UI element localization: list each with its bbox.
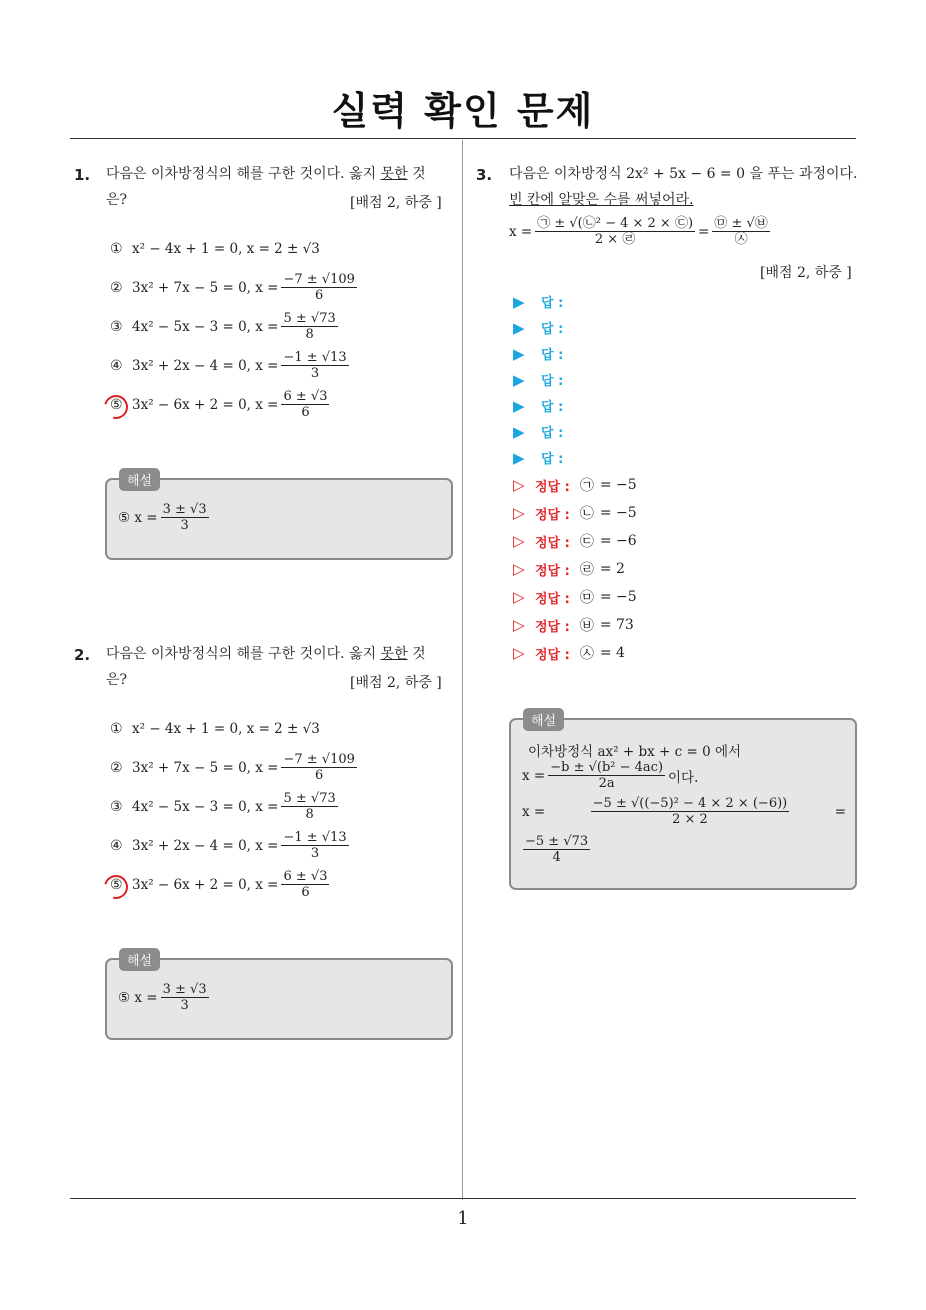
triangle-outline-icon: ▷ bbox=[513, 560, 525, 578]
bottom-rule bbox=[70, 1198, 856, 1199]
q3-answer-row-1[interactable] bbox=[513, 292, 563, 311]
q1-option-1-eq: x² − 4x + 1 = 0, x = 2 ± √3 bbox=[132, 241, 320, 257]
q3-key-row-3: ▷ 정답 : ㉢ = −6 bbox=[513, 532, 637, 551]
q1-option-5-eq: 3x² − 6x + 2 = 0, x = bbox=[132, 396, 279, 413]
q1-option-1[interactable] bbox=[110, 241, 320, 257]
q3-answer-label: 답 : bbox=[541, 322, 564, 337]
q3-explanation-tab: 해설 bbox=[523, 708, 564, 731]
q2-option-5-num: ⑤ bbox=[110, 876, 123, 893]
q3-expl-line-4 bbox=[520, 834, 593, 865]
q2-expl-num: ⑤ bbox=[118, 989, 131, 1006]
q1-option-4[interactable] bbox=[110, 350, 352, 381]
page-number: 1 bbox=[457, 1208, 469, 1229]
q3-answer-label: 답 : bbox=[541, 426, 564, 441]
q3-number: 3. bbox=[476, 166, 493, 184]
q2-option-4[interactable] bbox=[110, 830, 352, 861]
q3-eq-mid: = bbox=[698, 223, 710, 240]
q3-expl-line-2: x = $\frac{\text{−b ± √(b² − 4ac)}}{2a}$ 이다. bbox=[522, 760, 699, 791]
q1-option-2-num: ② bbox=[110, 279, 123, 296]
q2-option-4-num: ④ bbox=[110, 837, 123, 854]
triangle-outline-icon: ▷ bbox=[513, 588, 525, 606]
q2-text bbox=[106, 641, 456, 667]
q3-eq-frac-1: $\frac{\text{㉠ ± √(㉡² − 4 × 2 × ㉢)}}{2 \times ㉣}$ bbox=[537, 216, 694, 247]
q2-text-underlined: 못한 bbox=[380, 646, 408, 662]
q3-expl-line-3: x = $\frac{\text{−5 ± √((−5)² − 4 × 2 × (−6))}}{2 \times 2}$ = bbox=[522, 796, 846, 827]
q3-key-row-5: ▷ 정답 : ㉤ = −5 bbox=[513, 588, 637, 607]
q2-number: 2. bbox=[74, 646, 91, 664]
q1-number: 1. bbox=[74, 166, 91, 184]
q3-equation bbox=[509, 216, 773, 247]
triangle-outline-icon: ▷ bbox=[513, 504, 525, 522]
q1-expl-eq: x = bbox=[134, 509, 158, 526]
q2-option-2-eq: 3x² + 7x − 5 = 0, x = bbox=[132, 759, 279, 776]
q3-answer-row-5[interactable] bbox=[513, 396, 563, 415]
q3-answer-label: 답 : bbox=[541, 348, 564, 363]
q3-expl-frac-1: $\frac{\text{−b ± √(b² − 4ac)}}{2a}$ bbox=[550, 760, 664, 791]
play-icon: ▶ bbox=[513, 344, 525, 363]
q1-option-3-frac: $\frac{5 \pm √73}{8}$ bbox=[283, 311, 336, 342]
q3-key-row-1: ▷ 정답 : ㉠ = −5 bbox=[513, 476, 637, 495]
q1-text-a: 다음은 이차방정식의 해를 구한 것이다. 옳지 bbox=[106, 166, 381, 182]
q2-option-3-eq: 4x² − 5x − 3 = 0, x = bbox=[132, 798, 279, 815]
q1-option-5[interactable] bbox=[110, 389, 332, 420]
play-icon: ▶ bbox=[513, 448, 525, 467]
q2-text-c: 은? bbox=[106, 672, 128, 688]
q3-expl-line-1: 이차방정식 ax² + bx + c = 0 에서 bbox=[528, 744, 742, 760]
q1-option-2-eq: 3x² + 7x − 5 = 0, x = bbox=[132, 279, 279, 296]
q3-text-a: 다음은 이차방정식 2x² + 5x − 6 = 0 을 푸는 과정이다. bbox=[509, 166, 858, 182]
q2-option-5-frac: $\frac{6 \pm √3}{6}$ bbox=[283, 869, 328, 900]
q1-text-b: 것 bbox=[407, 166, 426, 182]
triangle-outline-icon: ▷ bbox=[513, 616, 525, 634]
q3-key-row-2: ▷ 정답 : ㉡ = −5 bbox=[513, 504, 637, 523]
q1-option-4-frac: $\frac{-1 \pm √13}{3}$ bbox=[283, 350, 347, 381]
q2-option-2-frac: $\frac{-7 \pm √109}{6}$ bbox=[283, 752, 355, 783]
q3-answer-row-7[interactable] bbox=[513, 448, 563, 467]
q1-text bbox=[106, 161, 456, 187]
q1-explanation-tab: 해설 bbox=[119, 468, 160, 491]
q3-answer-label: 답 : bbox=[541, 400, 564, 415]
q1-expl-frac: $\frac{3 \pm √3}{3}$ bbox=[162, 502, 207, 533]
q1-text-c: 은? bbox=[106, 192, 128, 208]
q2-option-3-frac: $\frac{5 \pm √73}{8}$ bbox=[283, 791, 336, 822]
q1-option-1-num: ① bbox=[110, 241, 123, 257]
q3-answer-label: 답 : bbox=[541, 296, 564, 311]
q3-meta: [배점 2, 하중 ] bbox=[760, 265, 852, 281]
q2-explanation-line bbox=[118, 982, 212, 1013]
q2-text-a: 다음은 이차방정식의 해를 구한 것이다. 옳지 bbox=[106, 646, 381, 662]
q1-option-3[interactable] bbox=[110, 311, 341, 342]
q3-expl-frac-3: $\frac{-5 \pm √73}{4}$ bbox=[525, 834, 589, 865]
q3-answer-row-6[interactable] bbox=[513, 422, 563, 441]
q2-option-4-eq: 3x² + 2x − 4 = 0, x = bbox=[132, 837, 279, 854]
q2-expl-eq: x = bbox=[134, 989, 158, 1006]
play-icon: ▶ bbox=[513, 396, 525, 415]
q3-key-row-6: ▷ 정답 : ㉥ = 73 bbox=[513, 616, 634, 635]
q3-key-row-4: ▷ 정답 : ㉣ = 2 bbox=[513, 560, 625, 579]
q2-option-3-num: ③ bbox=[110, 798, 123, 815]
q1-option-2-frac: $\frac{-7 \pm √109}{6}$ bbox=[283, 272, 355, 303]
q2-expl-frac: $\frac{3 \pm √3}{3}$ bbox=[162, 982, 207, 1013]
q1-option-4-eq: 3x² + 2x − 4 = 0, x = bbox=[132, 357, 279, 374]
q1-option-3-num: ③ bbox=[110, 318, 123, 335]
q2-explanation-tab: 해설 bbox=[119, 948, 160, 971]
q2-option-2[interactable] bbox=[110, 752, 360, 783]
q3-eq-lhs: x = bbox=[509, 223, 533, 240]
q3-key-row-7: ▷ 정답 : ㉦ = 4 bbox=[513, 644, 625, 663]
q3-eq-frac-2: $\frac{㉤ \pm √㉥}{㉦}$ bbox=[714, 216, 768, 247]
q2-option-1-eq: x² − 4x + 1 = 0, x = 2 ± √3 bbox=[132, 721, 320, 737]
q1-expl-num: ⑤ bbox=[118, 509, 131, 526]
q3-answer-row-3[interactable] bbox=[513, 344, 563, 363]
triangle-outline-icon: ▷ bbox=[513, 644, 525, 662]
q2-option-1-num: ① bbox=[110, 721, 123, 737]
q1-option-4-num: ④ bbox=[110, 357, 123, 374]
q3-answer-row-4[interactable] bbox=[513, 370, 563, 389]
q2-option-3[interactable] bbox=[110, 791, 341, 822]
play-icon: ▶ bbox=[513, 370, 525, 389]
q1-option-3-eq: 4x² − 5x − 3 = 0, x = bbox=[132, 318, 279, 335]
q1-option-5-num: ⑤ bbox=[110, 396, 123, 413]
play-icon: ▶ bbox=[513, 422, 525, 441]
q3-expl-frac-2: $\frac{\text{−5 ± √((−5)² − 4 × 2 × (−6))}}{2 \times 2}$ bbox=[592, 796, 788, 827]
q1-option-2[interactable] bbox=[110, 272, 360, 303]
q1-explanation-line bbox=[118, 502, 212, 533]
play-icon: ▶ bbox=[513, 292, 525, 311]
q2-option-2-num: ② bbox=[110, 759, 123, 776]
q2-meta: [배점 2, 하중 ] bbox=[350, 675, 442, 691]
q3-text-b: 빈 칸에 알맞은 수를 써넣어라. bbox=[509, 192, 694, 208]
q2-option-5[interactable] bbox=[110, 869, 332, 900]
q1-meta: [배점 2, 하중 ] bbox=[350, 195, 442, 211]
play-icon: ▶ bbox=[513, 318, 525, 337]
triangle-outline-icon: ▷ bbox=[513, 476, 525, 494]
q1-option-5-frac: $\frac{6 \pm √3}{6}$ bbox=[283, 389, 328, 420]
q2-text-b: 것 bbox=[407, 646, 426, 662]
q2-option-4-frac: $\frac{-1 \pm √13}{3}$ bbox=[283, 830, 347, 861]
q1-text-underlined: 못한 bbox=[380, 166, 408, 182]
q2-option-1[interactable] bbox=[110, 721, 320, 737]
column-divider bbox=[462, 140, 463, 1200]
triangle-outline-icon: ▷ bbox=[513, 532, 525, 550]
q3-answer-row-2[interactable] bbox=[513, 318, 563, 337]
q3-answer-label: 답 : bbox=[541, 374, 564, 389]
q2-option-5-eq: 3x² − 6x + 2 = 0, x = bbox=[132, 876, 279, 893]
top-rule bbox=[70, 138, 856, 139]
q3-answer-label: 답 : bbox=[541, 452, 564, 467]
page-title: 실력 확인 문제 bbox=[331, 89, 595, 133]
